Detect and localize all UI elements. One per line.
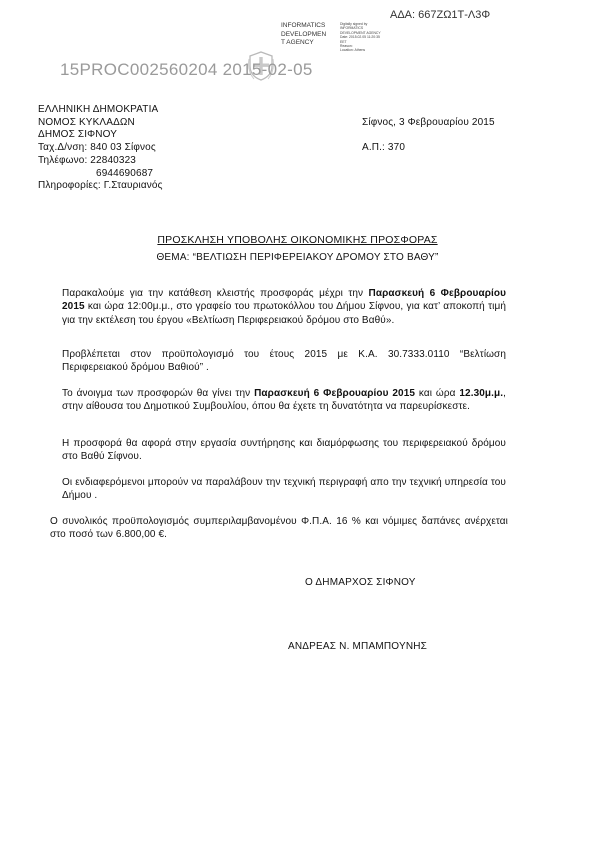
phone-line-2: 6944690687 [96, 167, 154, 179]
prefecture-line: ΝΟΜΟΣ ΚΥΚΛΑΔΩΝ [38, 116, 135, 128]
municipality-line: ΔΗΜΟΣ ΣΙΦΝΟΥ [38, 129, 118, 141]
paragraph-opening: Το άνοιγμα των προσφορών θα γίνει την Παρασκευή 6 Φεβρουαρίου 2015 και ώρα 12.30μ.μ., στην αίθουσα του Δημοτικού Συμβουλίου, όπου θα έχετε τη δυνατότητα να παρευρίσκεστε. [62, 388, 506, 413]
info-line: Πληροφορίες: Γ.Σταυριανός [38, 180, 163, 192]
paragraph-technical-description: Οι ενδιαφερόμενοι μπορούν να παραλάβουν την τεχνική περιγραφή απο την τεχνική υπηρεσία του Δήμου . [62, 477, 506, 502]
document-date: Σίφνος, 3 Φεβρουαρίου 2015 [362, 117, 495, 128]
sender-header [38, 104, 163, 193]
signer-role: Ο ΔΗΜΑΡΧΟΣ ΣΙΦΝΟΥ [305, 577, 416, 588]
phone-line: Τηλέφωνο: 22840323 [38, 154, 136, 166]
protocol-number: Α.Π.: 370 [362, 142, 406, 153]
address-line: Ταχ.Δ/νση: 840 03 Σίφνος [38, 142, 156, 154]
document-subject: ΘΕΜΑ: “ΒΕΛΤΙΩΣΗ ΠΕΡΙΦΕΡΕΙΑΚΟΥ ΔΡΟΜΟΥ ΣΤΟ ΒΑΘΥ” [156, 252, 439, 263]
signer-name: ΑΝΔΡΕΑΣ Ν. ΜΠΑΜΠΟΥΝΗΣ [288, 641, 428, 652]
paragraph-scope: Η προσφορά θα αφορά στην εργασία συντήρησης και διαμόρφωσης του περιφερειακού δρόμου στο Βαθύ Σίφνου. [62, 438, 506, 463]
document-title: ΠΡΟΣΚΛΗΣΗ ΥΠΟΒΟΛΗΣ ΟΙΚΟΝΟΜΙΚΗΣ ΠΡΟΣΦΟΡΑΣ [157, 234, 438, 246]
paragraph-deadline: Παρακαλούμε για την κατάθεση κλειστής προσφοράς μέχρι την Παρασκευή 6 Φεβρουαρίου 2015 και ώρα 12:00μ.μ., στο γραφείο του πρωτοκόλλου του Δήμου Σίφνου, για κατ’ αποκοπή τιμή για την εκτέλεση του έργου «Βελτίωση Περιφερειακού δρόμου στο Βαθύ». [62, 288, 506, 326]
country-line: ΕΛΛΗΝΙΚΗ ΔΗΜΟΚΡΑΤΙΑ [38, 104, 159, 115]
paragraph-budget-code: Προβλέπεται στον προϋπολογισμό του έτους 2015 με Κ.Α. 30.7333.0110 “Βελτίωση Περιφερειακού δρόμου Βαθιού” . [62, 349, 506, 374]
digital-signature-info: Digitally signed by INFORMATICS DEVELOPMENT AGENCY Date: 2015.02.05 11:20:35 EET Reason: Location: Athens [340, 22, 381, 53]
paragraph-total-budget: Ο συνολικός προϋπολογισμός συμπεριλαμβανομένου Φ.Π.Α. 16 % και νόμιμες δαπάνες ανέρχεται στο ποσό των 6.800,00 €. [50, 516, 508, 541]
ada-code: ΑΔΑ: 667ΖΩ1Τ-Λ3Φ [390, 9, 491, 21]
agency-label: INFORMATICS DEVELOPMEN T AGENCY [281, 22, 327, 46]
watermark-id: 15PROC002560204 2015-02-05 [60, 60, 313, 79]
